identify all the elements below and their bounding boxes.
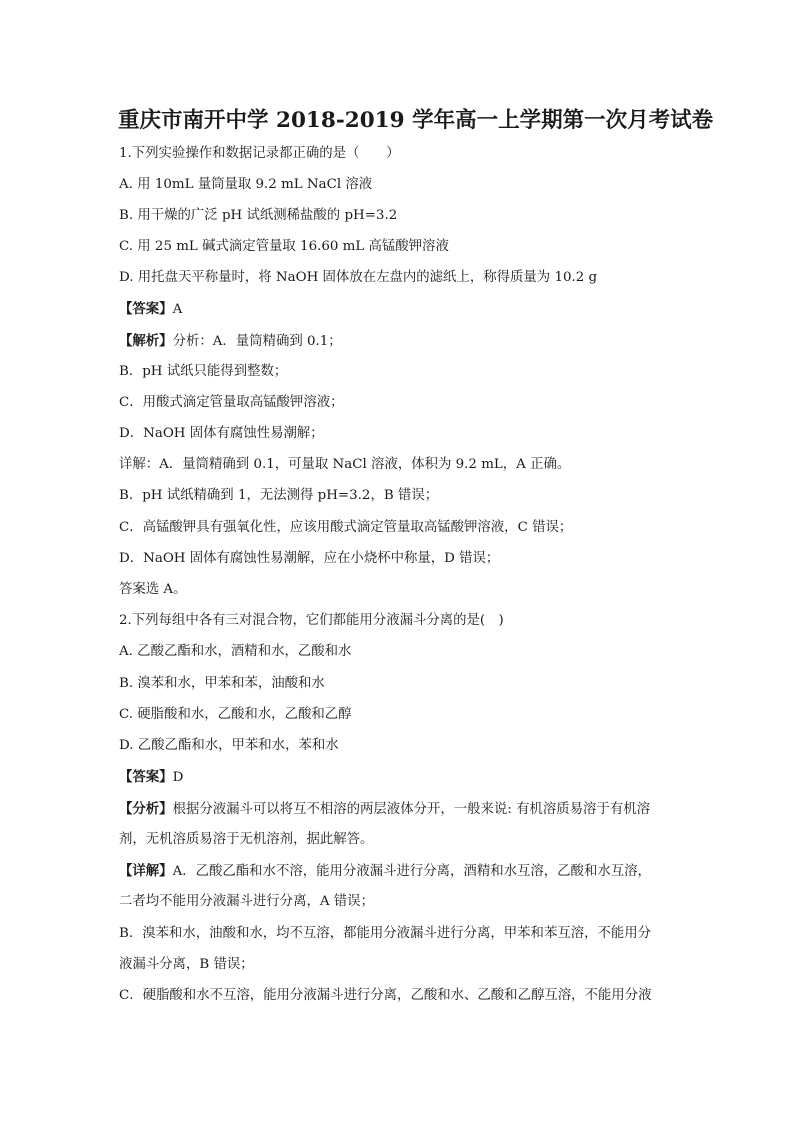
- question-1-option-c: C. 用 25 mL 碱式滴定管量取 16.60 mL 高锰酸钾溶液: [119, 239, 449, 254]
- analysis-text: 根据分液漏斗可以将互不相溶的两层液体分开，一般来说: 有机溶质易溶于有机溶: [172, 802, 650, 817]
- analysis-tag: 【分析】: [119, 801, 173, 817]
- question-1-analysis: [119, 332, 342, 351]
- question-2-option-d: D. 乙酸乙酯和水，甲苯和水，苯和水: [119, 738, 339, 753]
- question-2-option-b: B. 溴苯和水，甲苯和苯，油酸和水: [119, 676, 325, 691]
- detail-line: 二者均不能用分液漏斗进行分离，A 错误；: [119, 894, 374, 909]
- detail-line: D．NaOH 固体有腐蚀性易潮解，应在小烧杯中称量，D 错误；: [119, 551, 500, 566]
- detail-line: 详解：A．量筒精确到 0.1，可量取 NaCl 溶液，体积为 9.2 mL，A 正确。: [119, 457, 571, 472]
- detail-line: 液漏斗分离，B 错误；: [119, 957, 254, 972]
- detail-line: B．pH 试纸精确到 1，无法测得 pH=3.2，B 错误；: [119, 488, 439, 503]
- detail-line: C．硬脂酸和水不互溶，能用分液漏斗进行分离，乙酸和水、乙酸和乙醇互溶，不能用分液: [119, 988, 652, 1003]
- question-1-option-b: B. 用干燥的广泛 pH 试纸测稀盐酸的 pH=3.2: [119, 208, 398, 223]
- question-2-answer: [119, 768, 183, 787]
- question-2-analysis: [119, 800, 650, 819]
- question-2-option-a: A. 乙酸乙酯和水，酒精和水，乙酸和水: [119, 644, 352, 659]
- page-title: 重庆市南开中学 2018-2019 学年高一上学期第一次月考试卷: [118, 108, 714, 133]
- detail-line: B．溴苯和水，油酸和水，均不互溶，都能用分液漏斗进行分离，甲苯和苯互溶，不能用分: [119, 926, 652, 941]
- question-2-detail: [119, 862, 651, 881]
- detail-text: A．乙酸乙酯和水不溶，能用分液漏斗进行分离，酒精和水互溶，乙酸和水互溶，: [172, 864, 651, 879]
- analysis-line: C．用酸式滴定管量取高锰酸钾溶液；: [119, 395, 344, 410]
- question-2-stem: 2.下列每组中各有三对混合物，它们都能用分液漏斗分离的是( ): [119, 613, 504, 628]
- question-1-option-d: D. 用托盘天平称量时，将 NaOH 固体放在左盘内的滤纸上，称得质量为 10.2 g: [119, 270, 598, 285]
- analysis-line: 剂，无机溶质易溶于无机溶剂，据此解答。: [119, 832, 374, 847]
- detail-tag: 【详解】: [119, 863, 173, 879]
- conclusion-line: 答案选 A。: [119, 582, 187, 597]
- analysis-line: B．pH 试纸只能得到整数；: [119, 364, 288, 379]
- detail-line: C．高锰酸钾具有强氧化性，应该用酸式滴定管量取高锰酸钾溶液，C 错误；: [119, 520, 573, 535]
- answer-tag: 【答案】: [119, 301, 173, 317]
- question-1-option-a: A. 用 10mL 量筒量取 9.2 mL NaCl 溶液: [119, 177, 373, 192]
- question-1-answer: [119, 300, 182, 319]
- analysis-text: 分析：A．量筒精确到 0.1；: [172, 334, 342, 349]
- analysis-line: D．NaOH 固体有腐蚀性易潮解；: [119, 426, 324, 441]
- analysis-tag: 【解析】: [119, 333, 173, 349]
- question-2-option-c: C. 硬脂酸和水，乙酸和水，乙酸和乙醇: [119, 707, 352, 722]
- answer-tag: 【答案】: [119, 769, 173, 785]
- answer-value: A: [172, 302, 183, 317]
- answer-value: D: [172, 770, 184, 785]
- question-1-stem: 1.下列实验操作和数据记录都正确的是（ ）: [119, 146, 400, 161]
